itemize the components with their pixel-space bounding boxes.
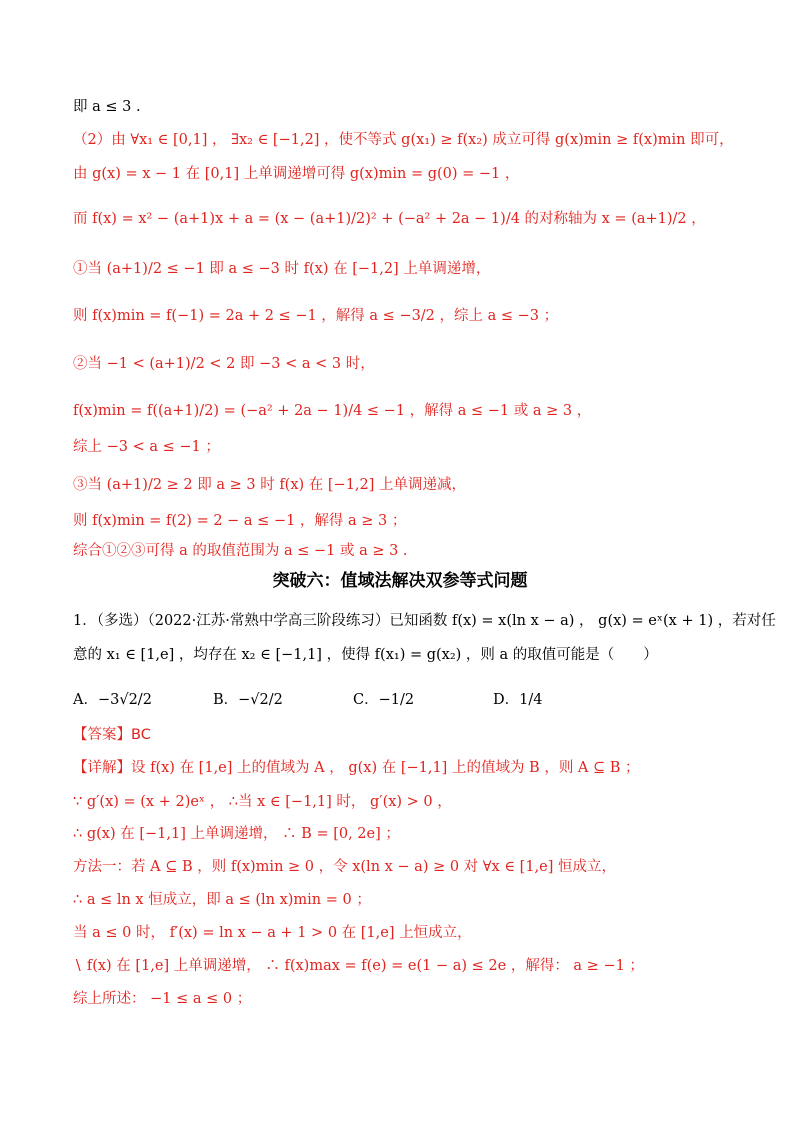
text-line: 综合①②③可得 a 的取值范围为 a ≤ −1 或 a ≥ 3 . bbox=[73, 543, 408, 559]
problem-line: 1．（多选）（2022·江苏·常熟中学高三阶段练习）已知函数 f(x) = x(ln x − a) ， g(x) = eˣ(x + 1) ，若对任 bbox=[73, 613, 776, 629]
text-line: 而 f(x) = x² − (a+1)x + a = (x − (a+1)/2)² + (−a² + 2a − 1)/4 的对称轴为 x = (a+1)/2 ， bbox=[73, 211, 706, 227]
text-line: ②当 −1 < (a+1)/2 < 2 即 −3 < a < 3 时， bbox=[73, 356, 375, 372]
text-line: 即 a ≤ 3 . bbox=[73, 99, 141, 115]
option-a: A．−3√2/2 bbox=[73, 692, 152, 708]
detail-line: 当 a ≤ 0 时， f′(x) = ln x − a + 1 > 0 在 [1,e] 上恒成立， bbox=[73, 925, 472, 941]
detail-line: ∴ g(x) 在 [−1,1] 上单调递增， ∴ B = [0, 2e] ； bbox=[73, 826, 400, 842]
detail-line: 【详解】设 f(x) 在 [1,e] 上的值域为 A ， g(x) 在 [−1,1] 上的值域为 B ，则 A ⊆ B ； bbox=[73, 760, 640, 776]
text-line: f(x)min = f((a+1)/2) = (−a² + 2a − 1)/4 ≤ −1 ，解得 a ≤ −1 或 a ≥ 3 ， bbox=[73, 403, 592, 419]
text-line: 则 f(x)min = f(2) = 2 − a ≤ −1 ，解得 a ≥ 3 ； bbox=[73, 513, 407, 529]
option-b: B．−√2/2 bbox=[213, 692, 283, 708]
text-line: ①当 (a+1)/2 ≤ −1 即 a ≤ −3 时 f(x) 在 [−1,2] 上单调递增， bbox=[73, 261, 491, 277]
detail-line: ∖ f(x) 在 [1,e] 上单调递增， ∴ f(x)max = f(e) = e(1 − a) ≤ 2e ，解得： a ≥ −1 ； bbox=[73, 958, 644, 974]
answer-line: 【答案】BC bbox=[73, 727, 151, 743]
detail-line: ∴ a ≤ ln x 恒成立，即 a ≤ (ln x)min = 0 ； bbox=[73, 892, 371, 908]
detail-line: ∵ g′(x) = (x + 2)eˣ ， ∴当 x ∈ [−1,1] 时， g′(x) > 0 ， bbox=[73, 794, 452, 810]
detail-line: 方法一：若 A ⊆ B ，则 f(x)min ≥ 0 ，令 x(ln x − a) ≥ 0 对 ∀x ∈ [1,e] 恒成立， bbox=[73, 859, 617, 875]
detail-line: 综上所述： −1 ≤ a ≤ 0 ； bbox=[73, 991, 252, 1007]
option-c: C．−1/2 bbox=[353, 692, 415, 708]
text-line: （2）由 ∀x₁ ∈ [0,1] ， ∃x₂ ∈ [−1,2] ，使不等式 g(x₁) ≥ f(x₂) 成立可得 g(x)min ≥ f(x)min 即可， bbox=[73, 132, 734, 148]
option-d: D．1/4 bbox=[493, 692, 543, 708]
problem-line: 意的 x₁ ∈ [1,e] ，均存在 x₂ ∈ [−1,1] ，使得 f(x₁) = g(x₂) ，则 a 的取值可能是（ ） bbox=[73, 647, 658, 663]
section-title: 突破六：值域法解决双参等式问题 bbox=[272, 571, 528, 591]
text-line: 则 f(x)min = f(−1) = 2a + 2 ≤ −1 ，解得 a ≤ −3/2 ，综上 a ≤ −3 ； bbox=[73, 308, 559, 324]
text-line: 由 g(x) = x − 1 在 [0,1] 上单调递增可得 g(x)min = g(0) = −1 ， bbox=[73, 166, 520, 182]
text-line: 综上 −3 < a ≤ −1 ； bbox=[73, 439, 220, 455]
text-line: ③当 (a+1)/2 ≥ 2 即 a ≥ 3 时 f(x) 在 [−1,2] 上单调递减， bbox=[73, 477, 467, 493]
